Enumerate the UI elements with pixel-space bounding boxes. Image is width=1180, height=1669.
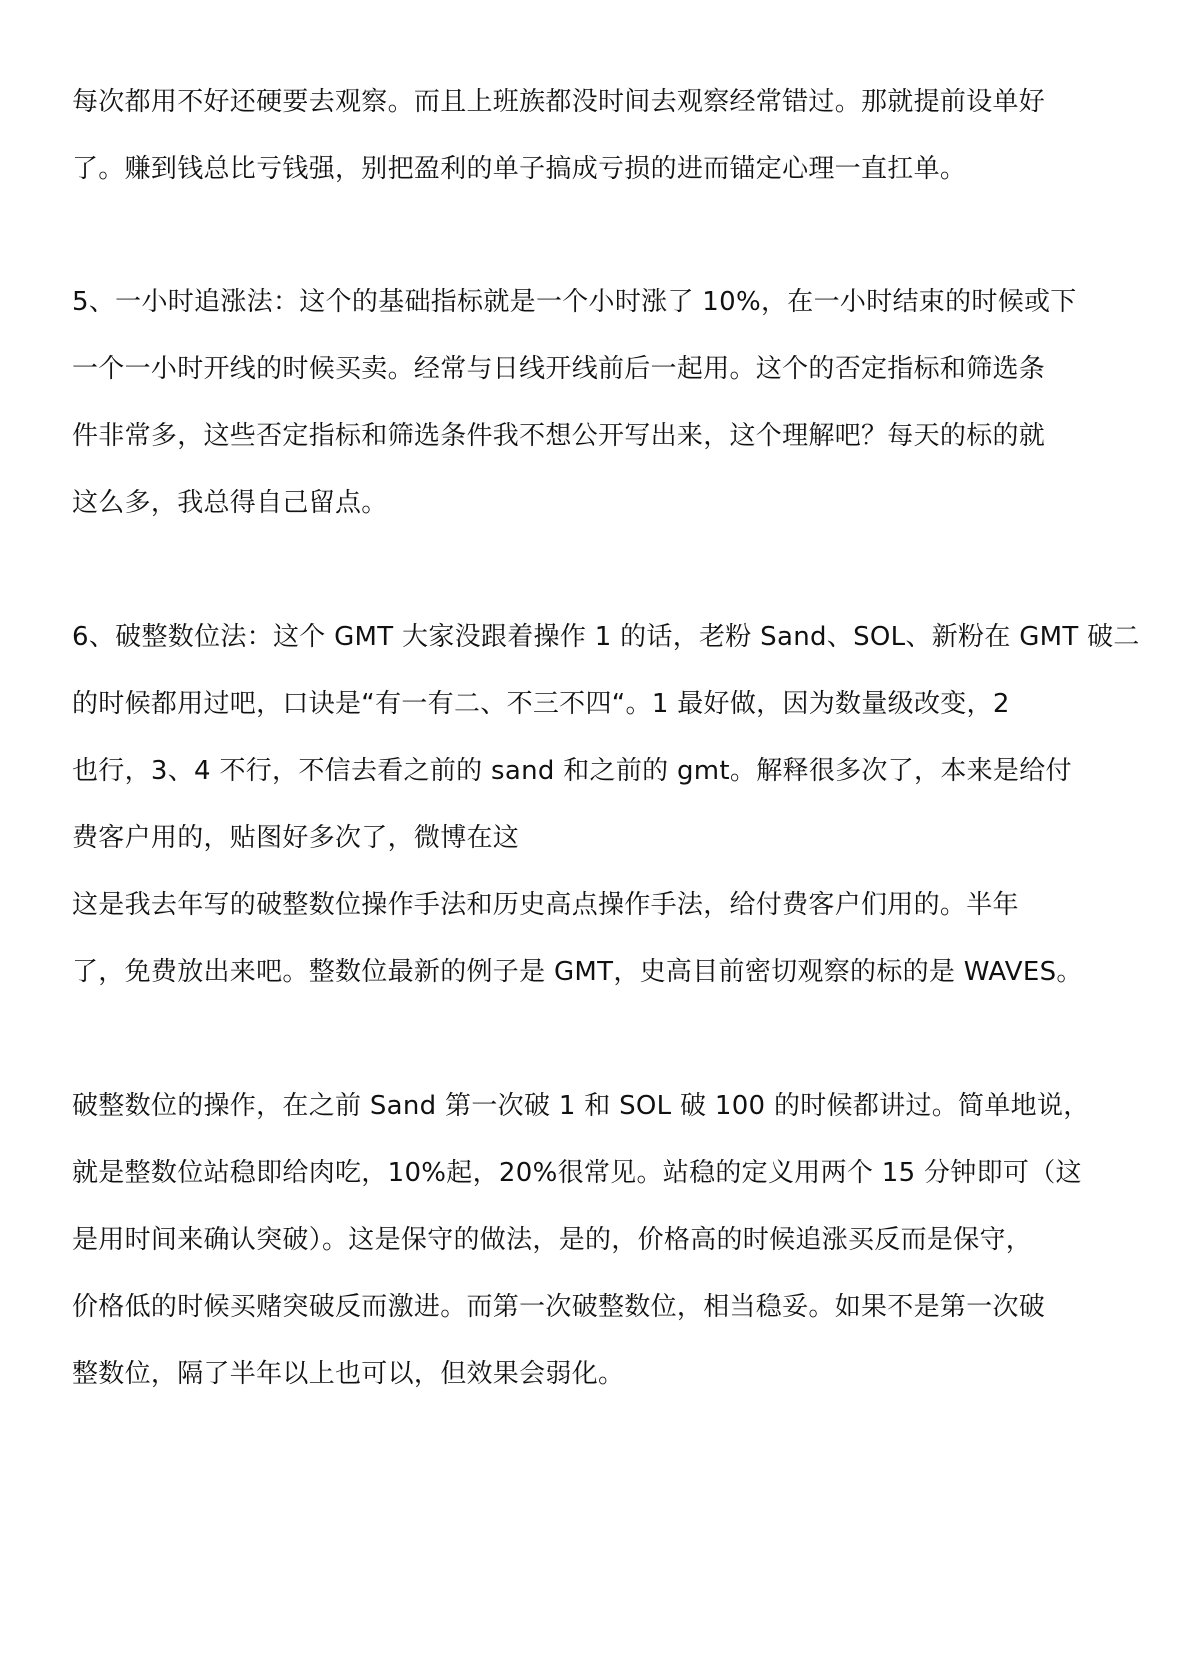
- text-line: 整数位，隔了半年以上也可以，但效果会弱化。: [72, 1359, 625, 1389]
- text-line: 6、破整数位法：这个 GMT 大家没跟着操作 1 的话，老粉 Sand、SOL、新粉在 GMT 破二: [72, 622, 1140, 652]
- text-line: 价格低的时候买赌突破反而激进。而第一次破整数位，相当稳妥。如果不是第一次破: [72, 1292, 1046, 1322]
- text-line: 这是我去年写的破整数位操作手法和历史高点操作手法，给付费客户们用的。半年: [72, 890, 1019, 920]
- text-line: 费客户用的，贴图好多次了，微博在这: [72, 823, 520, 853]
- text-line: 就是整数位站稳即给肉吃，10%起，20%很常见。站稳的定义用两个 15 分钟即可（这: [72, 1158, 1082, 1188]
- text-line: 是用时间来确认突破）。这是保守的做法，是的，价格高的时候追涨买反而是保守，: [72, 1225, 1033, 1255]
- text-line: 了，免费放出来吧。整数位最新的例子是 GMT，史高目前密切观察的标的是 WAVES。: [72, 957, 1083, 987]
- text-line: 了。赚到钱总比亏钱强，别把盈利的单子搞成亏损的进而锚定心理一直扛单。: [72, 154, 967, 184]
- text-line: 每次都用不好还硬要去观察。而且上班族都没时间去观察经常错过。那就提前设单好: [72, 87, 1046, 117]
- text-line: 件非常多，这些否定指标和筛选条件我不想公开写出来，这个理解吧？每天的标的就: [72, 421, 1046, 451]
- text-line: 一个一小时开线的时候买卖。经常与日线开线前后一起用。这个的否定指标和筛选条: [72, 354, 1046, 384]
- text-line: 的时候都用过吧，口诀是“有一有二、不三不四“。1 最好做，因为数量级改变，2: [72, 689, 1010, 719]
- text-line: 破整数位的操作，在之前 Sand 第一次破 1 和 SOL 破 100 的时候都讲过。简单地说，: [72, 1091, 1090, 1121]
- text-line: 这么多，我总得自己留点。: [72, 488, 388, 518]
- text-line: 5、一小时追涨法：这个的基础指标就是一个小时涨了 10%，在一小时结束的时候或下: [72, 287, 1077, 317]
- text-line: 也行，3、4 不行，不信去看之前的 sand 和之前的 gmt。解释很多次了，本来是给付: [72, 756, 1072, 786]
